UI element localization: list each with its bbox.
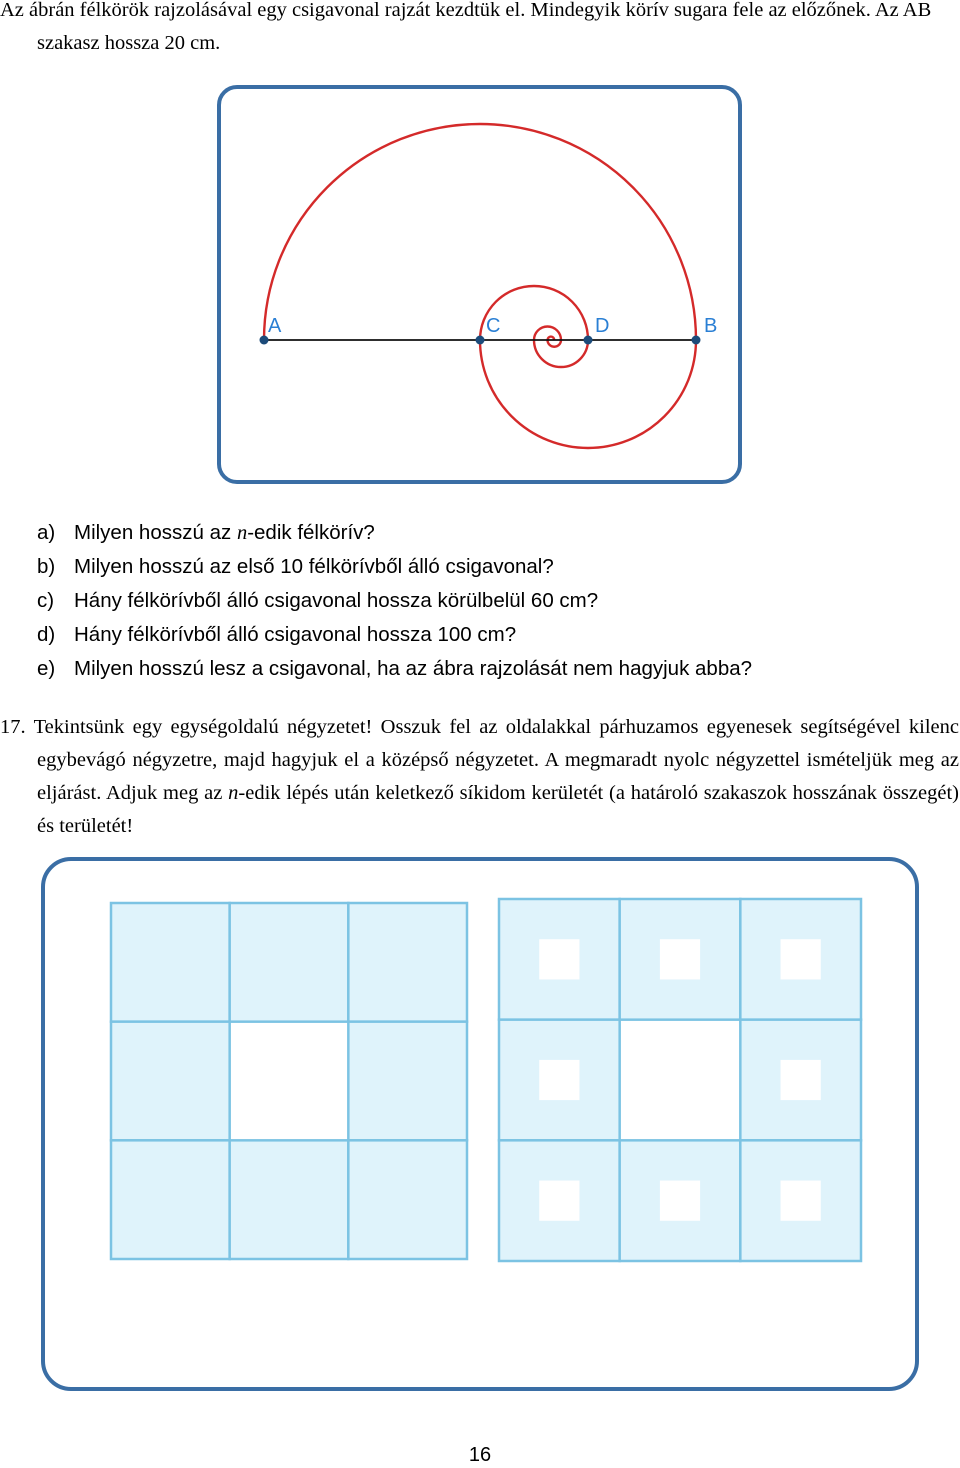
problem-17-number: 17. [0, 716, 26, 738]
spiral-curve [264, 124, 696, 448]
question-c: c) Hány félkörívből álló csigavonal hossza körülbelül 60 cm? [37, 589, 599, 612]
carpet-square [230, 903, 349, 1022]
spiral-frame [219, 87, 740, 482]
carpet-figure [40, 856, 920, 1392]
spiral-figure [216, 84, 744, 486]
question-e: e) Milyen hosszú lesz a csigavonal, ha az ábra rajzolását nem hagyjuk abba? [37, 657, 753, 680]
point-b [692, 336, 701, 345]
carpet-hole [539, 1060, 579, 1100]
point-c [476, 336, 485, 345]
problem-16-text: Az ábrán félkörök rajzolásával egy csigavonal rajzát kezdtük el. Mindegyik körív sugara fele az előzőnek. Az AB szakasz hossza 20 cm. [0, 0, 932, 54]
carpet-square [111, 1022, 230, 1141]
carpet-step-2 [499, 899, 861, 1261]
carpet-hole [539, 1181, 579, 1221]
carpet-hole [781, 1060, 821, 1100]
carpet-square [230, 1140, 349, 1259]
carpet-hole [781, 1181, 821, 1221]
question-a: a) Milyen hosszú az n-edik félkörív? [37, 521, 375, 544]
problem-16-statement [0, 0, 959, 60]
question-d: d) Hány félkörívből álló csigavonal hossza 100 cm? [37, 623, 517, 646]
label-d: D [595, 315, 610, 337]
carpet-square [111, 1140, 230, 1259]
carpet-hole [660, 1181, 700, 1221]
carpet-step-1 [111, 903, 467, 1259]
problem-17-statement: 17. Tekintsünk egy egységoldalú négyzetet! Osszuk fel az oldalakkal párhuzamos egyenesek segítségével kilenc egybevágó négyzetre, majd hagyjuk el a középső négyzetet. A megmaradt nyolc négyzettel ismételjük meg az eljárást. Adjuk meg az n-edik lépés után keletkező síkidom kerületét (a határoló szakaszok hosszának összegét) és területét! [0, 716, 959, 837]
carpet-hole [660, 939, 700, 979]
page-number: 16 [468, 1444, 492, 1466]
carpet-square [348, 1022, 467, 1141]
point-d [584, 336, 593, 345]
carpet-hole [539, 939, 579, 979]
carpet-square [348, 903, 467, 1022]
carpet-hole [781, 939, 821, 979]
question-b: b) Milyen hosszú az első 10 félkörívből álló csigavonal? [37, 555, 554, 578]
carpet-square [348, 1140, 467, 1259]
label-a: A [268, 315, 282, 337]
label-b: B [704, 315, 718, 337]
carpet-square [111, 903, 230, 1022]
label-c: C [486, 315, 501, 337]
